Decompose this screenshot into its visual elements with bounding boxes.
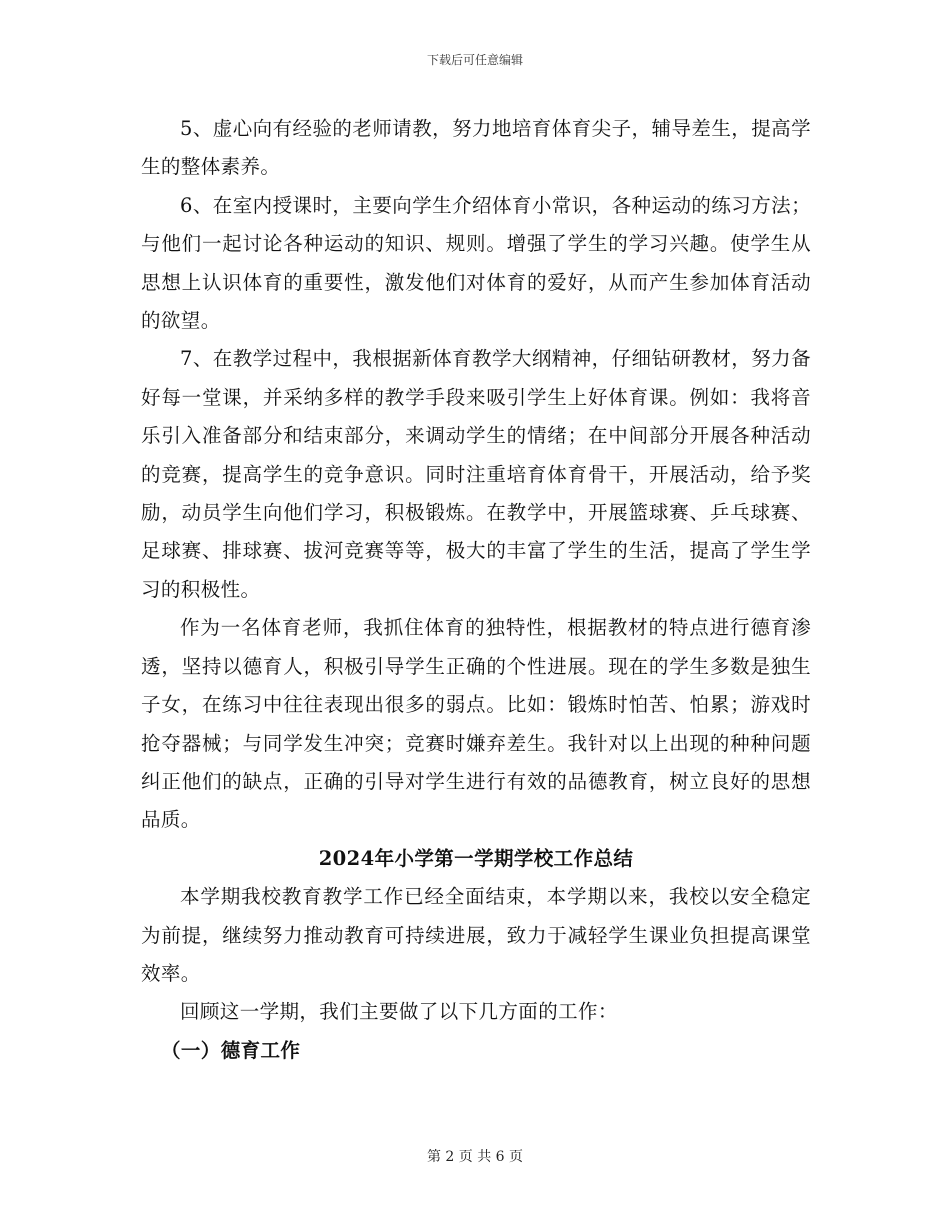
paragraph-item-7: 7、在教学过程中，我根据新体育教学大纲精神，仔细钻研教材，努力备好每一堂课，并采纳多样的教学手段来吸引学生上好体育课。例如：我将音乐引入准备部分和结束部分，来调动学生的情绪；在中间部分开展各种活动的竞赛，提高学生的竞争意识。同时注重培育体育骨干，开展活动，给予奖励，动员学生向他们学习，积极锻炼。在教学中，开展篮球赛、乒乓球赛、足球赛、排球赛、拔河竞赛等等，极大的丰富了学生的生活，提高了学生学习的积极性。 xyxy=(141,347,811,601)
section-heading-moral: （一）德育工作 xyxy=(161,1038,301,1062)
paragraph-item-6: 6、在室内授课时，主要向学生介绍体育小常识，各种运动的练习方法；与他们一起讨论各种运动的知识、规则。增强了学生的学习兴趣。使学生从思想上认识体育的重要性，激发他们对体育的爱好，从而产生参加体育活动的欲望。 xyxy=(141,193,811,333)
page-header-note: 下载后可任意编辑 xyxy=(426,53,523,67)
article-title: 2024年小学第一学期学校工作总结 xyxy=(318,846,634,870)
paragraph-item-5: 5、虚心向有经验的老师请教，努力地培育体育尖子，辅导差生，提高学生的整体素养。 xyxy=(141,117,811,179)
page-footer-number: 第 2 页 共 6 页 xyxy=(426,1149,524,1165)
article-review: 回顾这一学期，我们主要做了以下几方面的工作： xyxy=(180,1000,618,1024)
document-body xyxy=(141,110,811,1070)
paragraph-moral-education: 作为一名体育老师，我抓住体育的独特性，根据教材的特点进行德育渗透，坚持以德育人，积极引导学生正确的个性进展。现在的学生多数是独生子女，在练习中往往表现出很多的弱点。比如：锻炼时怕苦、怕累；游戏时抢夺器械；与同学发生冲突；竞赛时嫌弃差生。我针对以上出现的种种问题纠正他们的缺点，正确的引导对学生进行有效的品德教育，树立良好的思想品质。 xyxy=(141,616,811,832)
article-intro: 本学期我校教育教学工作已经全面结束，本学期以来，我校以安全稳定为前提，继续努力推动教育可持续进展，致力于减轻学生课业负担提高课堂效率。 xyxy=(141,885,811,985)
